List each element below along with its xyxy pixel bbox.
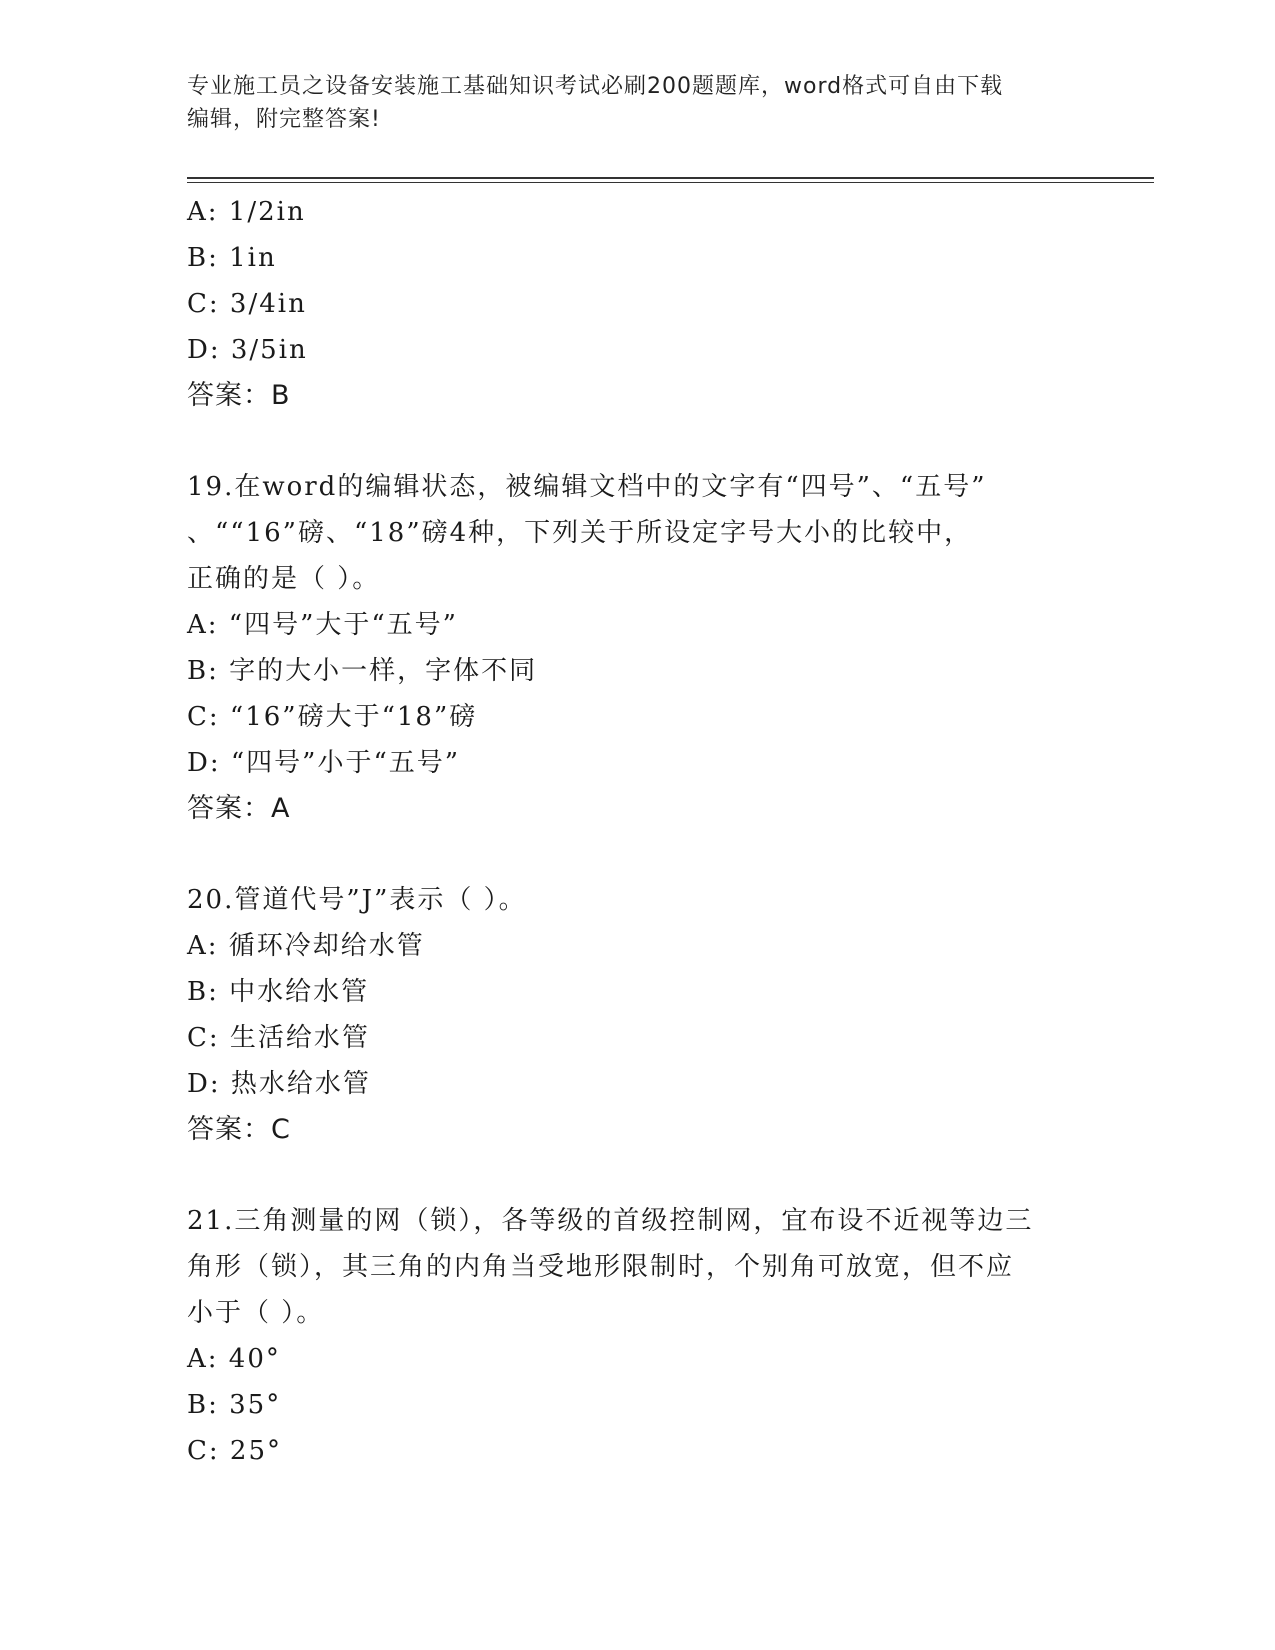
answer: 答案：C <box>187 1114 291 1145</box>
option-a: A: 1/2in <box>187 197 306 227</box>
option-d: D: 热水给水管 <box>187 1069 371 1099</box>
header-rule-thin <box>187 182 1154 183</box>
option-b: B: 字的大小一样，字体不同 <box>187 656 538 686</box>
question-stem-line: 正确的是（ ）。 <box>187 564 381 594</box>
header-line-1: 专业施工员之设备安装施工基础知识考试必刷200题题库，word格式可自由下载 <box>187 74 1004 99</box>
option-d: D: “四号”小于“五号” <box>187 748 461 778</box>
option-c: C: “16”磅大于“18”磅 <box>187 702 478 732</box>
option-a: A: “四号”大于“五号” <box>187 610 458 640</box>
question-stem-line: 、““16”磅、“18”磅4种，下列关于所设定字号大小的比较中， <box>187 518 973 548</box>
option-b: B: 中水给水管 <box>187 977 370 1007</box>
option-b: B: 1in <box>187 243 277 273</box>
question-stem-line: 角形（锁），其三角的内角当受地形限制时，个别角可放宽，但不应 <box>187 1252 1015 1282</box>
option-d: D: 3/5in <box>187 335 308 365</box>
answer: 答案：B <box>187 380 291 411</box>
question-21 <box>187 1198 1087 1474</box>
option-a: A: 循环冷却给水管 <box>187 931 425 961</box>
option-c: C: 3/4in <box>187 289 307 319</box>
question-19 <box>187 464 1087 832</box>
document-header <box>187 70 1087 136</box>
option-b: B: 35° <box>187 1390 282 1420</box>
header-line-2: 编辑，附完整答案! <box>187 107 381 132</box>
question-stem-line: 21.三角测量的网（锁），各等级的首级控制网，宜布设不近视等边三 <box>187 1206 1034 1236</box>
question-stem-line: 小于（ ）。 <box>187 1298 325 1328</box>
header-rule-thick <box>187 177 1154 179</box>
question-list <box>187 189 1087 1474</box>
option-a: A: 40° <box>187 1344 281 1374</box>
question-18 <box>187 189 1087 419</box>
question-stem-line: 20.管道代号”J”表示（ ）。 <box>187 885 527 915</box>
answer: 答案：A <box>187 793 291 824</box>
question-stem-line: 19.在word的编辑状态，被编辑文档中的文字有“四号”、“五号” <box>187 472 987 502</box>
question-20 <box>187 877 1087 1153</box>
option-c: C: 25° <box>187 1436 283 1466</box>
option-c: C: 生活给水管 <box>187 1023 370 1053</box>
